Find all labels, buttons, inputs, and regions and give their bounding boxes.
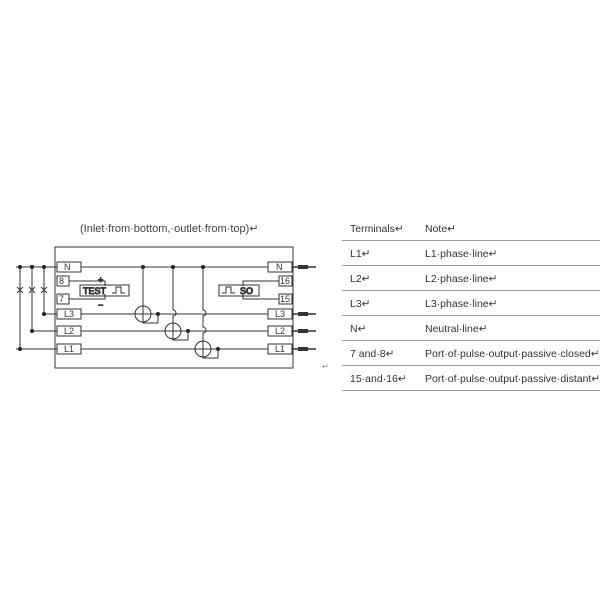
table-row — [342, 366, 600, 391]
test-label: TEST — [83, 286, 107, 296]
terminal-label: L1 — [275, 344, 286, 354]
cell: L3·phase·line↵ — [425, 298, 498, 310]
terminal-label: L2 — [64, 326, 75, 336]
table-row — [342, 241, 600, 266]
terminal-label: L3 — [64, 309, 75, 319]
cell: Port·of·pulse·output·passive·distant↵ — [425, 373, 600, 385]
cell: 7 and·8↵ — [350, 348, 395, 360]
cell: L2↵ — [350, 273, 371, 285]
minus-sign: − — [98, 300, 104, 310]
meter-body — [55, 247, 293, 368]
terminal-label: 15 — [280, 294, 291, 304]
cell: 15·and·16↵ — [350, 373, 407, 385]
cell: L3↵ — [350, 298, 371, 310]
terminal-label: N — [276, 262, 283, 272]
table-row — [342, 316, 600, 341]
diagram-caption: (Inlet·from·bottom,·outlet·from·top)↵ — [80, 223, 259, 235]
terminal-label: 16 — [280, 276, 291, 286]
cell: Neutral·line↵ — [425, 323, 488, 335]
terminal-label: L1 — [64, 344, 75, 354]
plus-sign: + — [98, 275, 104, 285]
output-arrow-icons — [292, 267, 316, 349]
table-row — [342, 341, 600, 366]
cell: L2·phase·line↵ — [425, 273, 498, 285]
terminals-table — [342, 216, 600, 391]
terminal-label: L3 — [275, 309, 286, 319]
cell: Port·of·pulse·output·passive·closed↵ — [425, 348, 600, 360]
terminal-label: 7 — [59, 294, 65, 304]
so-label: SO — [240, 286, 254, 296]
terminal-label: N — [64, 262, 71, 272]
cell: L1↵ — [350, 248, 371, 260]
table-row — [342, 291, 600, 316]
table-header — [342, 216, 600, 241]
cell: N↵ — [350, 323, 367, 335]
terminal-label: L2 — [275, 326, 286, 336]
terminal-label: 8 — [59, 276, 65, 286]
table-row — [342, 266, 600, 291]
current-transformer-icons — [135, 267, 218, 358]
cell: L1·phase·line↵ — [425, 248, 498, 260]
header-terminals: Terminals↵ — [350, 223, 404, 235]
header-note: Note↵ — [425, 223, 456, 235]
paragraph-mark: ↵ — [322, 362, 329, 371]
right-terminals — [275, 262, 290, 354]
